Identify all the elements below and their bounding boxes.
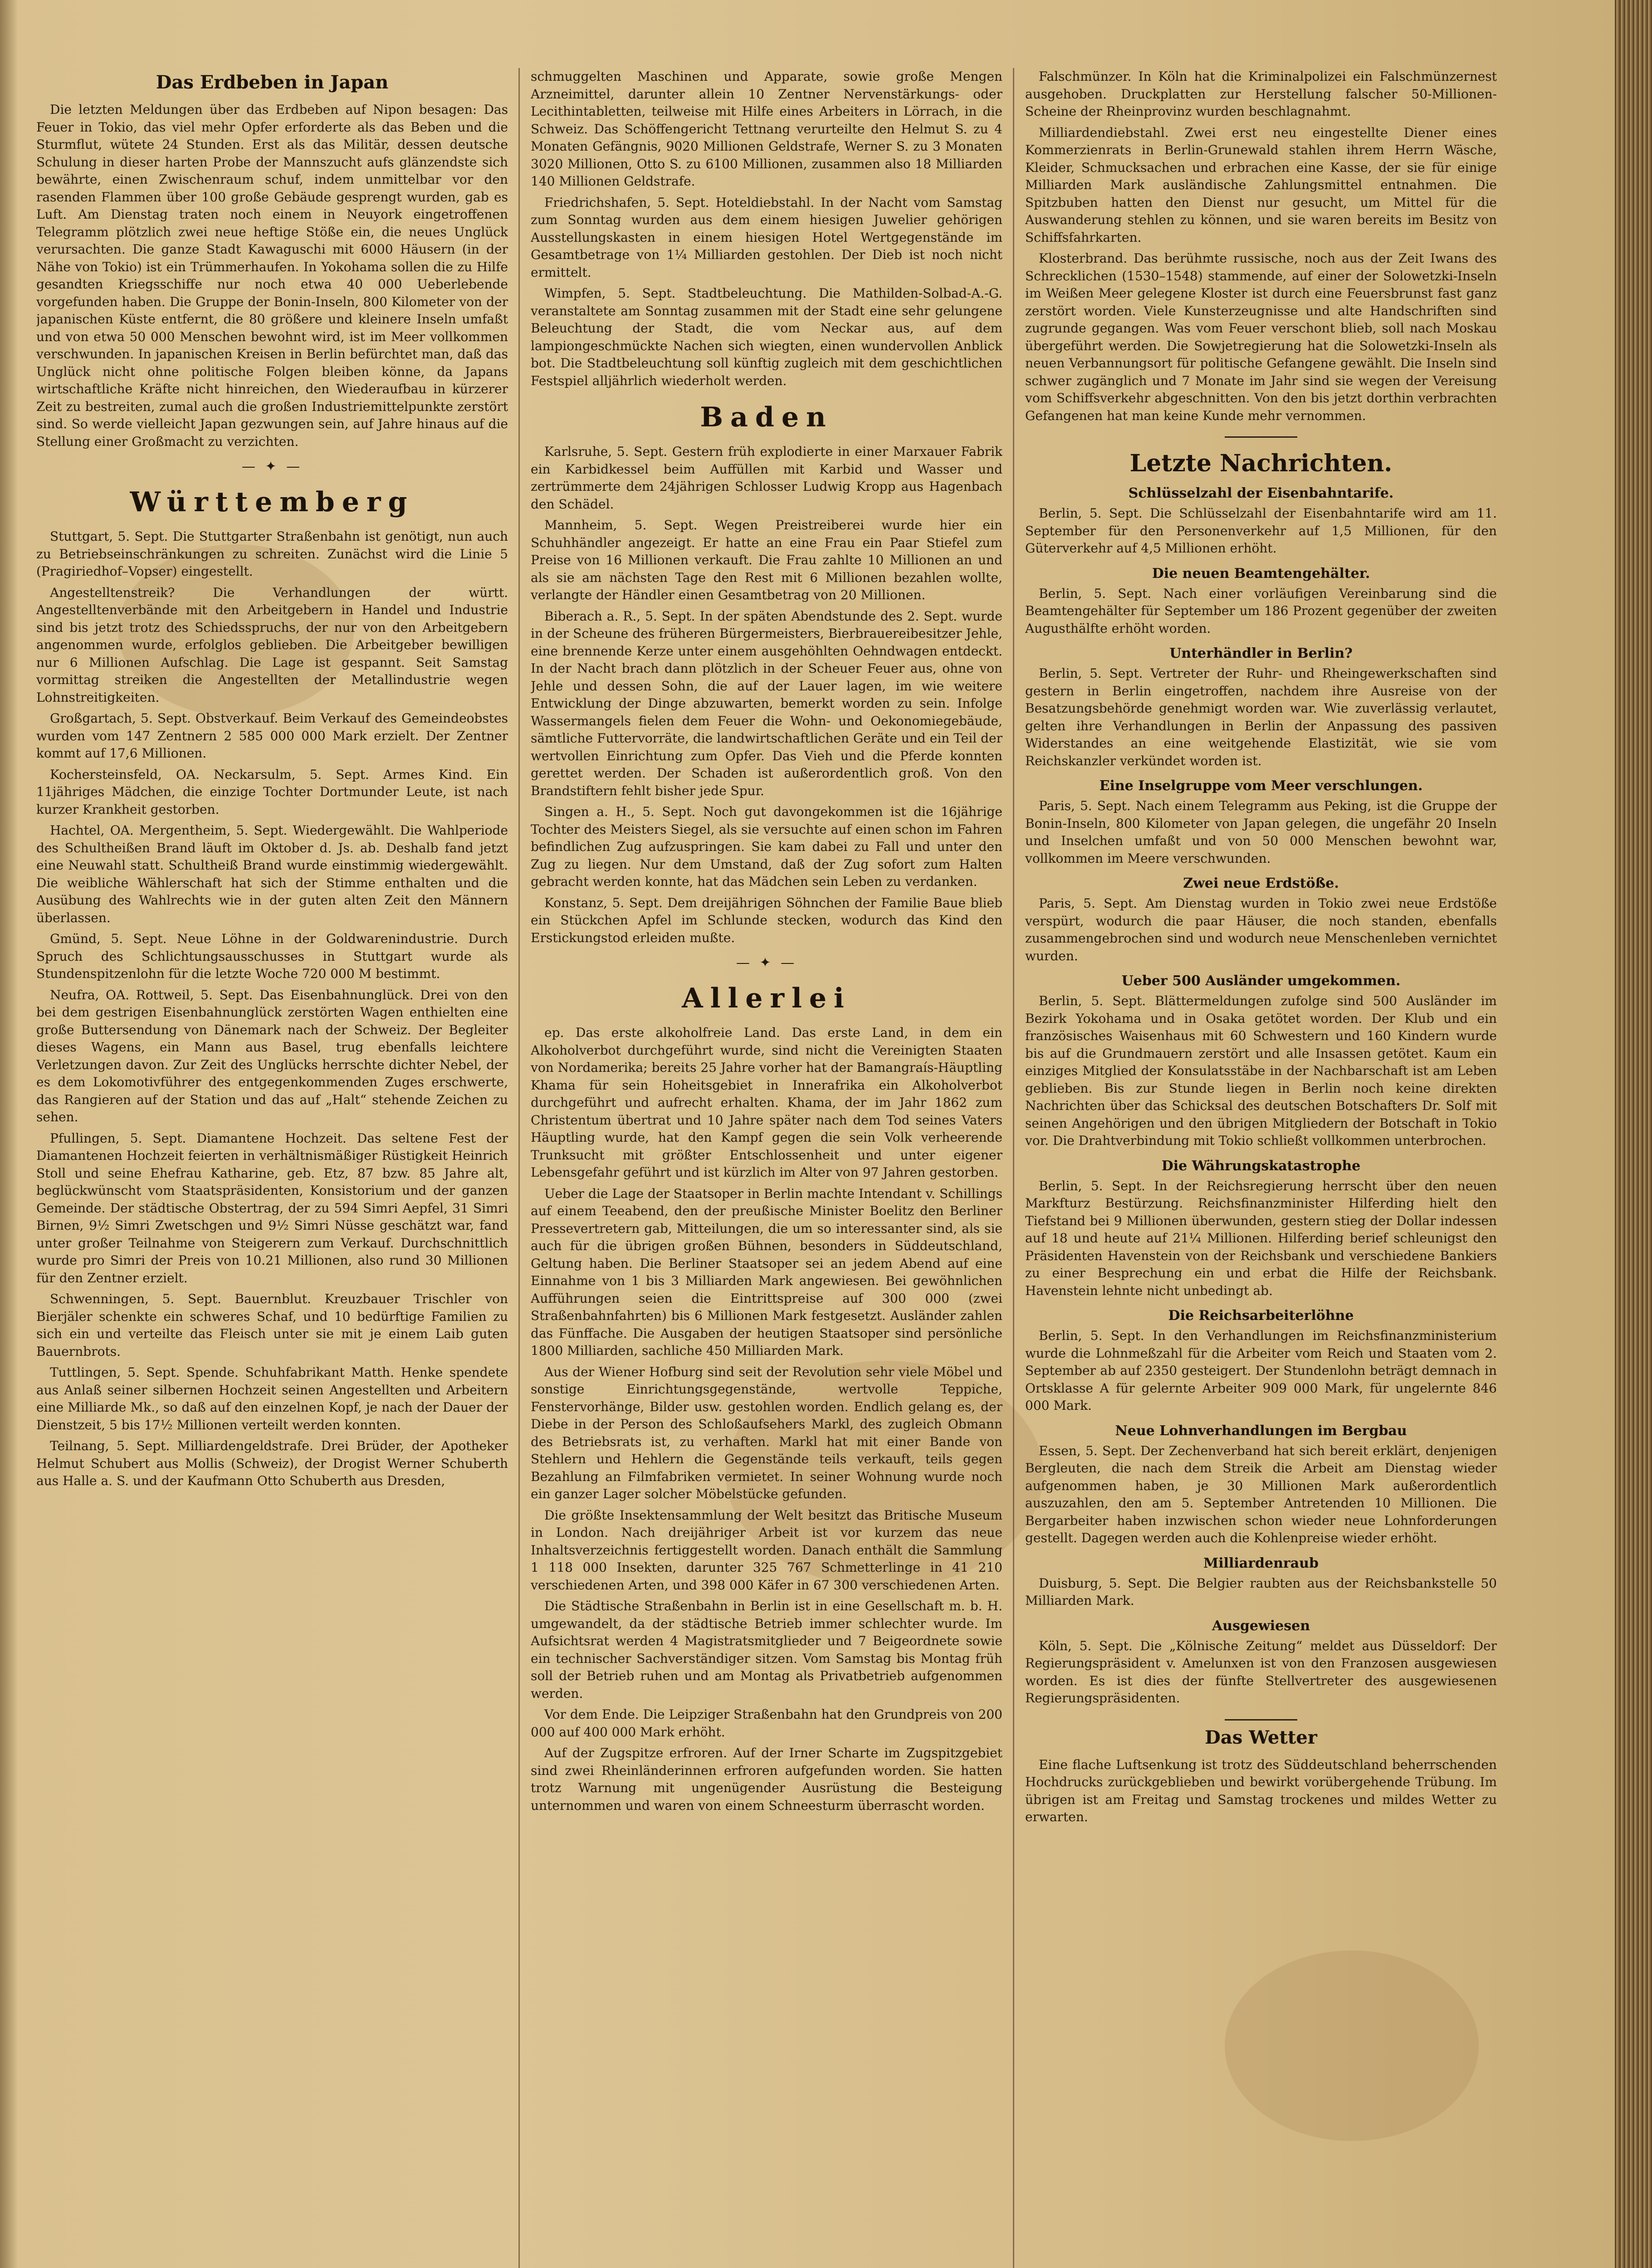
news-angestelltenstreik: Angestelltenstreik? Die Verhandlungen der württ. Angestelltenverbände mit den Arbeitgebern in Handel und Industrie sind bis jetzt trotz des Schiedsspruchs, der nur von den Arbeitgebern angenommen wurde, erfolglos geblieben. Die Arbeitgeber bewilligen nur 6 Millionen Aufschlag. Die Lage ist gespannt. Seit Samstag vormittag streiken die Angestellten der Metallindustrie wegen Lohnstreitigkeiten. [36,585,508,705]
news-berlin-waehrung: Berlin, 5. Sept. In der Reichsregierung herrscht über den neuen Markfturz Bestürzung. Reichsfinanzminister Hilferding hielt den Tiefstand bei 9 Millionen überwunden, gestern stieg der Dollar indessen auf 18 und heute auf 21¼ Millionen. Hilferding berief schleunigst den Präsidenten Havenstein von der Reichsbank und verschiedene Bankiers zu einer Besprechung ein und erbat die Hilfe der Reichsbank. Havenstein lehnte nicht unbedingt ab. [1025,1178,1497,1298]
section-allerlei: Allerlei [682,982,851,1014]
news-schwenningen: Schwenningen, 5. Sept. Bauernblut. Kreuzbauer Trischler von Bierjäler schenkte ein schweres Schaf, und 10 bedürftige Familien zu sich ein und verteilte das Fleisch unter sie mit je einem Laib guten Bauernbrots. [36,1291,508,1359]
news-alkoholfrei: ep. Das erste alkoholfreie Land. Das erste Land, in dem ein Alkoholverbot durchgeführt wurde, sind nicht die Vereinigten Staaten von Nordamerika; bereits 25 Jahre vorher hat der Bamangraís-Häuptling Khama für sein Hoheitsgebiet in Innerafrika ein Alkoholverbot durchgeführt und aufrecht erhalten. Khama, der im Jahr 1862 zum Christentum übertrat und 10 Jahre später nach dem Tod seines Vaters Häuptling wurde, hat den Kampf gegen die sein Volk verheerende Trunksucht mit größter Entschlossenheit und unter eigener Lebensgefahr geführt und ist kürzlich im Alter von 97 Jahren gestorben. [531,1025,1002,1180]
news-hachtel: Hachtel, OA. Mergentheim, 5. Sept. Wiedergewählt. Die Wahlperiode des Schultheißen Brand läuft im Oktober d. Js. ab. Deshalb fand jetzt eine Neuwahl statt. Schultheiß Brand wurde einstimmig wiedergewählt. Die weibliche Wählerschaft hat sich der Stimme enthalten und die Ausübung des Wahlrechts wie in der guten alten Zeit den Männern überlassen. [36,823,508,925]
news-berlin-loehne: Berlin, 5. Sept. In den Verhandlungen im Reichsfinanzministerium wurde die Lohnmeßzahl für die Arbeiter vom Reich und Staaten vom 2. September ab auf 2350 gesteigert. Der Stundenlohn beträgt demnach in Ortsklasse A für gelernte Arbeiter 909 000 Mark, für ungelernte 846 000 Mark. [1025,1328,1497,1413]
news-essen: Essen, 5. Sept. Der Zechenverband hat sich bereit erklärt, denjenigen Bergleuten, die nach dem Streik die Arbeit am Dienstag wieder aufgenommen haben, je 30 Millionen Mark außerordentlich auszuzahlen, den am 5. September Antretenden 10 Millionen. Die Bergarbeiter haben inzwischen schon wieder neue Lohnforderungen gestellt. Dagegen werden auch die Kohlenpreise wieder erhöht. [1025,1443,1497,1545]
headline-auslaender: Ueber 500 Ausländer umgekommen. [1121,973,1401,989]
column-rule [1013,68,1014,2268]
news-pfullingen: Pfullingen, 5. Sept. Diamantene Hochzeit. Das seltene Fest der Diamantenen Hochzeit feierten in verhältnismäßiger Rüstigkeit Heinrich Stoll und seine Ehefrau Katharine, geb. Etz, 87 bzw. 85 Jahre alt, beglückwünscht vom Staatspräsidenten, Konsistorium und der ganzen Gemeinde. Der städtische Obstertrag, der zu 594 Simri Aepfel, 31 Simri Birnen, 9½ Simri Zwetschgen und 9½ Simri Nüsse geschätzt war, fand unter großer Teilnahme von Steigerern zum Verkauf. Durchschnittlich wurde pro Simri der Preis von 10.21 Millionen, also rund 30 Millionen für den Zentner erzielt. [36,1130,508,1286]
column-rule [518,68,520,2268]
headline-inselgruppe: Eine Inselgruppe vom Meer verschlungen. [1099,778,1423,794]
news-milliardendiebstahl: Milliardendiebstahl. Zwei erst neu eingestellte Diener eines Kommerzienrats in Berlin-Grunewald stahlen ihrem Herrn Wäsche, Kleider, Schmucksachen und erbrachen eine Kasse, der sie für einige Milliarden Mark ausländische Zahlungsmittel entnahmen. Die Spitzbuben hatten den Dienst nur gesucht, um Mittel für die Auswanderung stehlen zu können, und sie waren bereits im Besitz von Schiffsfahrkarten. [1025,125,1497,245]
news-berlin-auslaender: Berlin, 5. Sept. Blättermeldungen zufolge sind 500 Ausländer im Bezirk Yokohama und in Osaka getötet worden. Der Klub und ein französisches Waisenhaus mit 60 Schwestern und 160 Kindern wurde bis auf die Grundmauern zerstört und alle Insassen getötet. Kaum ein einziges Mitglied der Konsulatsstäbe in der Nachbarschaft ist am Leben geblieben. Bis zur Stunde liegen in Berlin noch keine direkten Nachrichten über das Schicksal des deutschen Botschafters Dr. Solf mit seinen Angehörigen und den übrigen Mitgliedern der Botschaft in Tokio vor. Die Drahtverbindung mit Tokio schließt vollkommen unterbrochen. [1025,993,1497,1148]
news-neufra: Neufra, OA. Rottweil, 5. Sept. Das Eisenbahnunglück. Drei von den bei dem gestrigen Eisenbahnunglück zerstörten Wagen enthielten eine große Buttersendung von Dänemark nach der Schweiz. Der Begleiter dieses Wagens, ein Mann aus Basel, trug ebenfalls leichtere Verletzungen davon. Zur Zeit des Unglücks herrschte dichter Nebel, der es dem Lokomotivführer des entgegenkommenden Zuges erschwerte, das Rangieren auf der Station und das auf „Halt“ stehende Zeichen zu sehen. [36,987,508,1124]
headline-schluesselzahl: Schlüsselzahl der Eisenbahntarife. [1128,485,1394,501]
divider [1225,436,1297,438]
news-berlin-beamte: Berlin, 5. Sept. Nach einer vorläufigen Vereinbarung sind die Beamtengehälter für September um 186 Prozent gegenüber der zweiten Augusthälfte erhöht worden. [1025,586,1497,636]
news-konstanz: Konstanz, 5. Sept. Dem dreijährigen Söhnchen der Familie Baue blieb ein Stückchen Apfel im Schlunde stecken, wodurch das Kind den Erstickungstod erleiden mußte. [531,895,1002,945]
news-biberach: Biberach a. R., 5. Sept. In der späten Abendstunde des 2. Sept. wurde in der Scheune des früheren Bürgermeisters, Bierbrauereibesitzer Jehle, eine brennende Kerze unter einem ausgehöhlten Oehndwagen entdeckt. In der Nacht brach dann plötzlich in der Scheuer Feuer aus, ohne von Jehle und dessen Sohn, die auf der Lauer lagen, im wie weitere Entwicklung der Dinge abzuwarten, bemerkt worden zu sein. Infolge Wassermangels fielen dem Feuer die Wohn- und Oekonomiegebäude, sämtliche Futtervorräte, die landwirtschaftlichen Geräte und ein Teil der wertvollen Einrichtung zum Opfer. Das Vieh und die Pferde konnten gerettet werden. Der Schaden ist außerordentlich groß. Von den Brandstiftern fehlt bisher jede Spur. [531,608,1002,798]
column-3 [1025,68,1497,2268]
section-letzte-nachrichten: Letzte Nachrichten. [1129,450,1393,477]
news-koeln: Köln, 5. Sept. Die „Kölnische Zeitung“ meldet aus Düsseldorf: Der Regierungspräsident v. Amelunxen ist von den Franzosen ausgewiesen worden. Es ist dies der fünfte Stellvertreter des ausgewiesenen Regierungspräsidenten. [1025,1638,1497,1706]
news-wimpfen: Wimpfen, 5. Sept. Stadtbeleuchtung. Die Mathilden-Solbad-A.-G. veranstaltete am Sonntag zusammen mit der Stadt eine sehr gelungene Beleuchtung der Stadt, die vom Neckar aus, auf dem lampiongeschmückte Nachen sich wiegten, einen wundervollen Anblick bot. Die Stadtbeleuchtung soll künftig zugleich mit dem geschichtlichen Festspiel alljährlich wiederholt werden. [531,286,1002,388]
news-kochersteinsfeld: Kochersteinsfeld, OA. Neckarsulm, 5. Sept. Armes Kind. Ein 11jähriges Mädchen, die einzige Tochter Dortmunder Leute, ist nach kurzer Krankheit gestorben. [36,767,508,817]
headline-beamtengehaelter: Die neuen Beamtengehälter. [1152,565,1370,582]
section-wuerttemberg: Württemberg [130,486,415,518]
headline-bergbau: Neue Lohnverhandlungen im Bergbau [1115,1422,1407,1439]
page-stack-edge [1615,0,1652,2268]
news-tuttlingen: Tuttlingen, 5. Sept. Spende. Schuhfabrikant Matth. Henke spendete aus Anlaß seiner silbernen Hochzeit seinen Angestellten und Arbeitern eine Milliarde Mk., so daß auf den einzelnen Kopf, je nach der Dauer der Dienstzeit, 5 bis 17½ Millionen verteilt werden konnten. [36,1365,508,1432]
news-stuttgart: Stuttgart, 5. Sept. Die Stuttgarter Straßenbahn ist genötigt, nun auch zu Betriebseinschränkungen zu schreiten. Zunächst wird die Linie 5 (Pragiriedhof–Vopser) eingestellt. [36,529,508,579]
news-gmuend: Gmünd, 5. Sept. Neue Löhne in der Goldwarenindustrie. Durch Spruch des Schlichtungsausschusses in Stuttgart wurde als Stundenspitzenlohn für die letzte Woche 720 000 M bestimmt. [36,931,508,981]
headline-erdstoesse: Zwei neue Erdstöße. [1183,875,1339,891]
news-zugspitze: Auf der Zugspitze erfroren. Auf der Irner Scharte im Zugspitzgebiet sind zwei Rheinländerinnen erfroren aufgefunden worden. Sie hatten trotz Warnung mit ungenügender Ausrüstung die Besteigung unternommen und waren von einem Schneesturm überrascht worden. [531,1745,1002,1813]
news-wetter: Eine flache Luftsenkung ist trotz des Süddeutschland beherrschenden Hochdrucks zurückgeblieben und bewirkt vorübergehende Trübung. Im übrigen ist am Freitag und Samstag trockenes und mildes Wetter zu erwarten. [1025,1757,1497,1824]
article-erdbeben: Die letzten Meldungen über das Erdbeben auf Nipon besagen: Das Feuer in Tokio, das viel mehr Opfer erforderte als das Beben und die Sturmflut, wütete 24 Stunden. Erst als das Militär, dessen deutsche Schulung in dieser harten Probe der Mannszucht aufs glänzendste sich bewährte, einen Zwischenraum schuf, indem unmittelbar vor den rasenden Flammen über 100 große Gebäude gesprengt wurden, gab es Luft. Am Dienstag traten noch einem in Neuyork eingetroffenen Telegramm plötzlich zwei neue heftige Stöße ein, die neues Unglück verursachten. Die ganze Stadt Kawaguschi mit 6000 Häusern (in der Nähe von Tokio) ist ein Trümmerhaufen. In Yokohama sollen die zu Hilfe gesandten Kriegsschiffe nur noch etwa 40 000 Ueberlebende vorgefunden haben. Die Gruppe der Bonin-Inseln, 800 Kilometer von der japanischen Küste entfernt, die 80 größere und kleinere Inseln umfaßt und von etwa 50 000 Menschen bewohnt wird, ist im Meer vollkommen verschwunden. In japanischen Kreisen in Berlin befürchtet man, daß das Unglück nicht ohne politische Folgen bleiben könne, da Japans wirtschaftliche Kräfte nicht hinreichen, den Wiederaufbau in kürzerer Zeit zu bestreiten, zumal auch die großen Industriemittelpunkte zerstört sind. So werde vielleicht Japan gezwungen sein, auf Jahre hinaus auf die Stellung einer Großmacht zu verzichten. [36,102,508,449]
news-berlin-tarife: Berlin, 5. Sept. Die Schlüsselzahl der Eisenbahntarife wird am 11. September für den Personenverkehr auf 1,5 Millionen, für den Güterverkehr auf 4,5 Millionen erhöht. [1025,506,1497,556]
news-hofburg: Aus der Wiener Hofburg sind seit der Revolution sehr viele Möbel und sonstige Einrichtungsgegenstände, wertvolle Teppiche, Fenstervorhänge, Bilder usw. gestohlen worden. Endlich gelang es, der Diebe in der Person des Schloßaufsehers Markl, des zugleich Obmann des Betriebsrats ist, zu verhaften. Markl hat mit einer Bande von Stehlern und Hehlern die Gegenstände teils verkauft, teils gegen Bezahlung an Filmfabriken vermietet. In seiner Wohnung wurde noch ein ganzer Lager solcher Möbelstücke gefunden. [531,1364,1002,1501]
news-paris-bonin: Paris, 5. Sept. Nach einem Telegramm aus Peking, ist die Gruppe der Bonin-Inseln, 800 Kilometer von Japan gelegen, die ungefähr 20 Inseln und Inselchen umfaßt und von 50 000 Menschen bewohnt war, vollkommen im Meere verschwunden. [1025,798,1497,866]
divider [1225,1719,1297,1721]
news-duisburg: Duisburg, 5. Sept. Die Belgier raubten aus der Reichsbankstelle 50 Milliarden Mark. [1025,1575,1497,1608]
news-berlin-ruhr: Berlin, 5. Sept. Vertreter der Ruhr- und Rheingewerkschaften sind gestern in Berlin eingetroffen, nachdem ihre Ausreise von der Besatzungsbehörde genehmigt worden war. Wie zuverlässig verlautet, gelten ihre Verhandlungen in Berlin der Anpassung des passiven Widerstandes an eine weitgehende Elastizität, wie sie vom Reichskanzler verkündet worden ist. [1025,666,1497,768]
column-2 [531,68,1002,2268]
news-insekten: Die größte Insektensammlung der Welt besitzt das Britische Museum in London. Nach dreijähriger Arbeit ist vor kurzem das neue Inhaltsverzeichnis fertiggestellt worden. Danach enthält die Sammlung 1 118 000 Insekten, darunter 325 767 Schmetterlinge in 41 210 verschiedenen Arten, und 398 000 Käfer in 67 300 verschiedenen Arten. [531,1507,1002,1593]
news-staatsoper: Ueber die Lage der Staatsoper in Berlin machte Intendant v. Schillings auf einem Teeabend, den der preußische Minister Boelitz den Berliner Pressevertretern gab, Mitteilungen, die um so interessanter sind, als sie auch für die übrigen großen Bühnen, besonders in Süddeutschland, Geltung haben. Die Berliner Staatsoper sei an jedem Abend auf eine Einnahme von 1 bis 3 Milliarden Mark angewiesen. Bei gewöhnlichen Aufführungen seien die Eintrittspreise auf 300 000 (zwei Straßenbahnfahrten) bis 6 Millionen Mark festgesetzt. Ausländer zahlen das Fünffache. Die Ausgaben der heutigen Staatsoper sind persönliche 1800 Milliarden, sachliche 450 Milliarden Mark. [531,1186,1002,1358]
news-singen: Singen a. H., 5. Sept. Noch gut davongekommen ist die 16jährige Tochter des Meisters Siegel, als sie versuchte auf einen schon im Fahren befindlichen Zug aufzuspringen. Sie kam dabei zu Fall und unter den Zug zu liegen. Nur dem Umstand, daß der Zug sofort zum Halten gebracht werden konnte, hat das Mädchen sein Leben zu verdanken. [531,804,1002,889]
headline-reichsarbeiterloehne: Die Reichsarbeiterlöhne [1168,1308,1354,1324]
news-strassenbahn: Die Städtische Straßenbahn in Berlin ist in eine Gesellschaft m. b. H. umgewandelt, da der städtische Betrieb immer schlechter wurde. Im Aufsichtsrat werden 4 Magistratsmitglieder und 7 Beigeordnete sowie ein technischer Sachverständiger sitzen. Vom Samstag bis Montag früh soll der Betrieb ruhen und am Montag als Privatbetrieb aufgenommen werden. [531,1598,1002,1701]
news-mannheim: Mannheim, 5. Sept. Wegen Preistreiberei wurde hier ein Schuhhändler angezeigt. Er hatte an eine Frau ein Paar Stiefel zum Preise von 16 Millionen verkauft. Die Frau zahlte 10 Millionen an und als sie am nächsten Tage den Rest mit 6 Millionen bezahlen wollte, verlangte der Händler einen Gesamtbetrag von 20 Millionen. [531,518,1002,602]
ornament-divider: — ✦ — [736,955,797,971]
news-grossgartach: Großgartach, 5. Sept. Obstverkauf. Beim Verkauf des Gemeindeobstes wurden vom 147 Zentnern 2 585 000 000 Mark erzielt. Der Zentner kommt auf 17,6 Millionen. [36,711,508,761]
headline-waehrung: Die Währungskatastrophe [1161,1158,1361,1174]
section-baden: Baden [700,401,833,433]
column-1 [36,68,508,2268]
news-teilnang: Teilnang, 5. Sept. Milliardengeldstrafe. Drei Brüder, der Apotheker Helmut Schubert aus Mollis (Schweiz), der Drogist Werner Schuberth aus Halle a. S. und der Kaufmann Otto Schuberth aus Dresden, [36,1438,508,1488]
ornament-divider: — ✦ — [241,459,303,474]
headline-ausgewiesen: Ausgewiesen [1212,1618,1310,1634]
news-friedrichshafen: Friedrichshafen, 5. Sept. Hoteldiebstahl. In der Nacht vom Samstag zum Sonntag wurden aus dem einem hiesigen Juwelier gehörigen Ausstellungskasten in einem hiesigen Hotel Wertgegenstände im Gesamtbetrage von 1¼ Milliarden gestohlen. Der Dieb ist noch nicht ermittelt. [531,195,1002,280]
binding-shadow [0,0,18,2268]
news-klosterbrand: Klosterbrand. Das berühmte russische, noch aus der Zeit Iwans des Schrecklichen (1530–1548) stammende, auf einer der Solowetzki-Inseln im Weißen Meer gelegene Kloster ist durch eine Feuersbrunst fast ganz zerstört worden. Viele Kunsterzeugnisse und alte Handschriften sind zugrunde gegangen. Was vom Feuer verschont blieb, soll nach Moskau übergeführt werden. Die Sowjetregierung hat die Solowetzki-Inseln als neuen Verbannungsort für politische Gefangene gewählt. Die Inseln sind schwer zugänglich und 7 Monate im Jahr sind sie wegen der Vereisung vom Schiffsverkehr abgeschnitten. Von den bis jetzt dorthin verbrachten Gefangenen hat man keine Kunde mehr vernommen. [1025,251,1497,423]
headline-unterhaendler: Unterhändler in Berlin? [1169,645,1353,661]
headline-wetter: Das Wetter [1205,1726,1317,1748]
news-falschmuenzer: Falschmünzer. In Köln hat die Kriminalpolizei ein Falschmünzernest ausgehoben. Druckplatten zur Herstellung falscher 50-Millionen-Scheine der Rheinprovinz wurden beschlagnahmt. [1025,69,1497,119]
news-paris-tokio: Paris, 5. Sept. Am Dienstag wurden in Tokio zwei neue Erdstöße verspürt, wodurch die paar Häuser, die noch standen, ebenfalls zusammengebrochen sind und wodurch neue Menschenleben vernichtet wurden. [1025,896,1497,963]
headline-milliardenraub: Milliardenraub [1203,1555,1319,1571]
headline-erdbeben: Das Erdbeben in Japan [156,72,389,93]
news-ende: Vor dem Ende. Die Leipziger Straßenbahn hat den Grundpreis von 200 000 auf 400 000 Mark erhöht. [531,1707,1002,1740]
news-karlsruhe: Karlsruhe, 5. Sept. Gestern früh explodierte in einer Marxauer Fabrik ein Karbidkessel beim Auffüllen mit Karbid und Wasser und zertrümmerte dem 24jährigen Schlosser Ludwig Kropp aus Hagenbach den Schädel. [531,444,1002,512]
news-teilnang-continued: schmuggelten Maschinen und Apparate, sowie große Mengen Arzneimittel, darunter allein 10 Zentner Nervenstärkungs- oder Lecithintabletten, teilweise mit Hilfe eines Arbeiters in Lörrach, in die Schweiz. Das Schöffengericht Tettnang verurteilte den Helmut S. zu 4 Monaten Gefängnis, 9020 Millionen Geldstrafe, Werner S. zu 3 Monaten 3020 Millionen, Otto S. zu 6100 Millionen, zusammen also 18 Milliarden 140 Millionen Geldstrafe. [531,69,1002,189]
